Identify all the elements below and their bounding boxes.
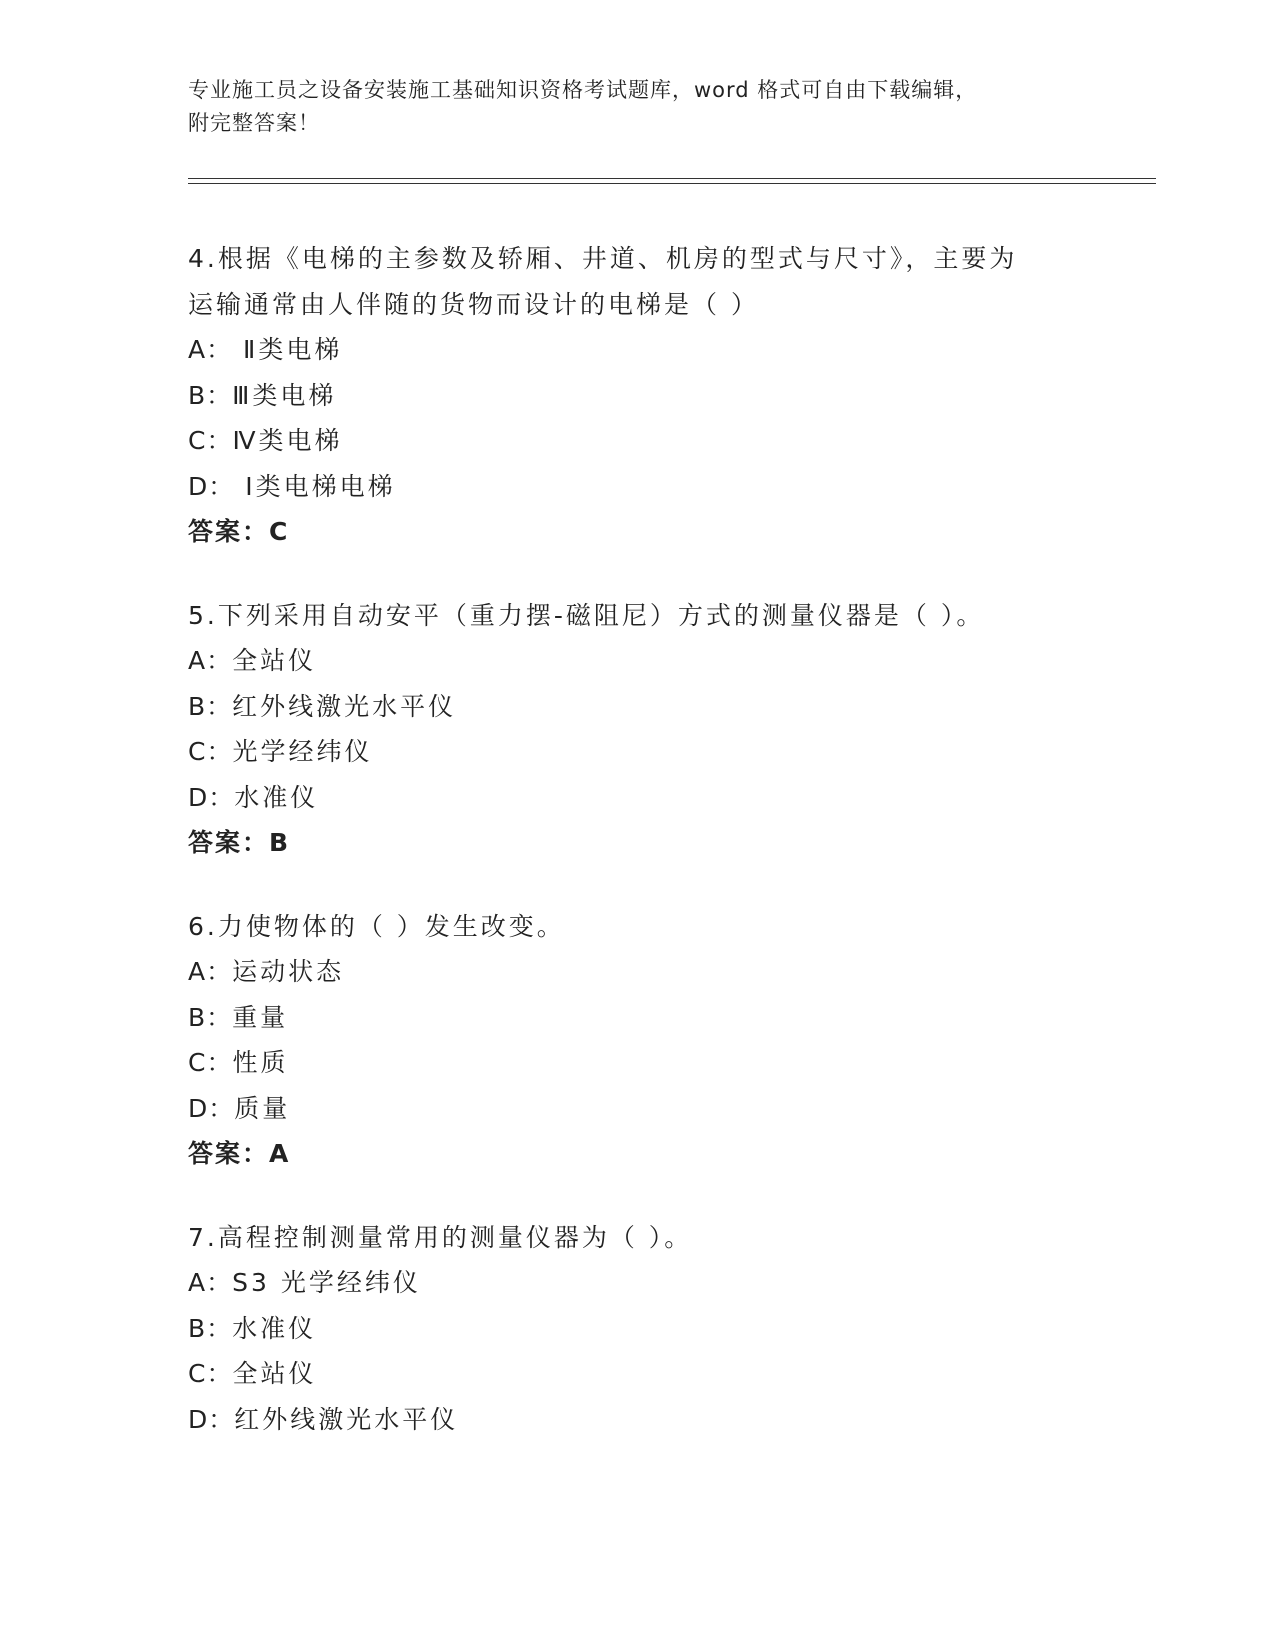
option-letter: C： bbox=[188, 426, 233, 455]
option-text: 光学经纬仪 bbox=[232, 737, 373, 766]
option-d bbox=[188, 464, 1108, 510]
option-a bbox=[188, 327, 1108, 373]
option-letter: B： bbox=[188, 380, 233, 410]
option-b bbox=[188, 373, 1108, 419]
question-stem: 6.力使物体的（ ）发生改变。 bbox=[188, 911, 565, 941]
answer-line: 答案：A bbox=[188, 1139, 291, 1168]
option-text: Ⅲ类电梯 bbox=[232, 380, 337, 410]
document-header bbox=[188, 74, 1088, 140]
option-letter: A： bbox=[188, 957, 233, 986]
option-a bbox=[188, 638, 1108, 684]
question-5 bbox=[188, 593, 1108, 866]
option-letter: B： bbox=[188, 691, 233, 721]
question-4 bbox=[188, 236, 1108, 555]
answer-line: 答案：B bbox=[188, 828, 291, 857]
option-text: Ⅳ类电梯 bbox=[232, 426, 343, 455]
option-text: 全站仪 bbox=[232, 646, 317, 675]
header-line-2: 附完整答案！ bbox=[188, 111, 320, 135]
answer-line: 答案：C bbox=[188, 517, 290, 546]
option-letter: A： bbox=[188, 335, 233, 364]
option-c bbox=[188, 1040, 1108, 1086]
option-letter: B： bbox=[188, 1002, 233, 1032]
option-text: 全站仪 bbox=[232, 1359, 317, 1388]
option-letter: D： bbox=[188, 1404, 235, 1434]
option-c bbox=[188, 418, 1108, 464]
header-divider-bottom bbox=[188, 183, 1156, 184]
option-text: 重量 bbox=[232, 1002, 289, 1032]
question-list bbox=[188, 236, 1108, 1480]
option-b bbox=[188, 995, 1108, 1041]
option-text: 水准仪 bbox=[234, 782, 319, 812]
option-letter: A： bbox=[188, 646, 233, 675]
header-divider-top bbox=[188, 178, 1156, 179]
option-b bbox=[188, 684, 1108, 730]
option-text: Ⅱ类电梯 bbox=[232, 335, 343, 364]
option-a bbox=[188, 1260, 1108, 1306]
option-letter: C： bbox=[188, 1048, 233, 1077]
option-d bbox=[188, 1086, 1108, 1132]
option-letter: C： bbox=[188, 1359, 233, 1388]
option-letter: A： bbox=[188, 1268, 233, 1297]
option-text: Ⅰ类电梯电梯 bbox=[234, 471, 396, 501]
question-6 bbox=[188, 904, 1108, 1177]
header-line-1: 专业施工员之设备安装施工基础知识资格考试题库，word 格式可自由下载编辑， bbox=[188, 78, 978, 102]
option-letter: D： bbox=[188, 471, 235, 501]
option-letter: C： bbox=[188, 737, 233, 766]
question-7 bbox=[188, 1215, 1108, 1443]
option-a bbox=[188, 949, 1108, 995]
option-c bbox=[188, 1351, 1108, 1397]
option-d bbox=[188, 1397, 1108, 1443]
option-text: S3 光学经纬仪 bbox=[232, 1268, 421, 1297]
option-b bbox=[188, 1306, 1108, 1352]
option-text: 红外线激光水平仪 bbox=[232, 691, 457, 721]
question-stem: 5.下列采用自动安平（重力摆-磁阻尼）方式的测量仪器是（ ）。 bbox=[188, 600, 985, 630]
question-stem-continued: 运输通常由人伴随的货物而设计的电梯是（ ） bbox=[188, 289, 759, 319]
option-text: 红外线激光水平仪 bbox=[234, 1404, 459, 1434]
option-text: 质量 bbox=[234, 1093, 291, 1123]
option-c bbox=[188, 729, 1108, 775]
option-text: 水准仪 bbox=[232, 1313, 317, 1343]
option-d bbox=[188, 775, 1108, 821]
option-text: 运动状态 bbox=[232, 957, 345, 986]
option-letter: D： bbox=[188, 782, 235, 812]
option-letter: D： bbox=[188, 1093, 235, 1123]
question-stem: 4.根据《电梯的主参数及轿厢、井道、机房的型式与尺寸》，主要为 bbox=[188, 244, 1018, 273]
question-stem: 7.高程控制测量常用的测量仪器为（ ）。 bbox=[188, 1222, 693, 1252]
option-letter: B： bbox=[188, 1313, 233, 1343]
option-text: 性质 bbox=[232, 1048, 289, 1077]
